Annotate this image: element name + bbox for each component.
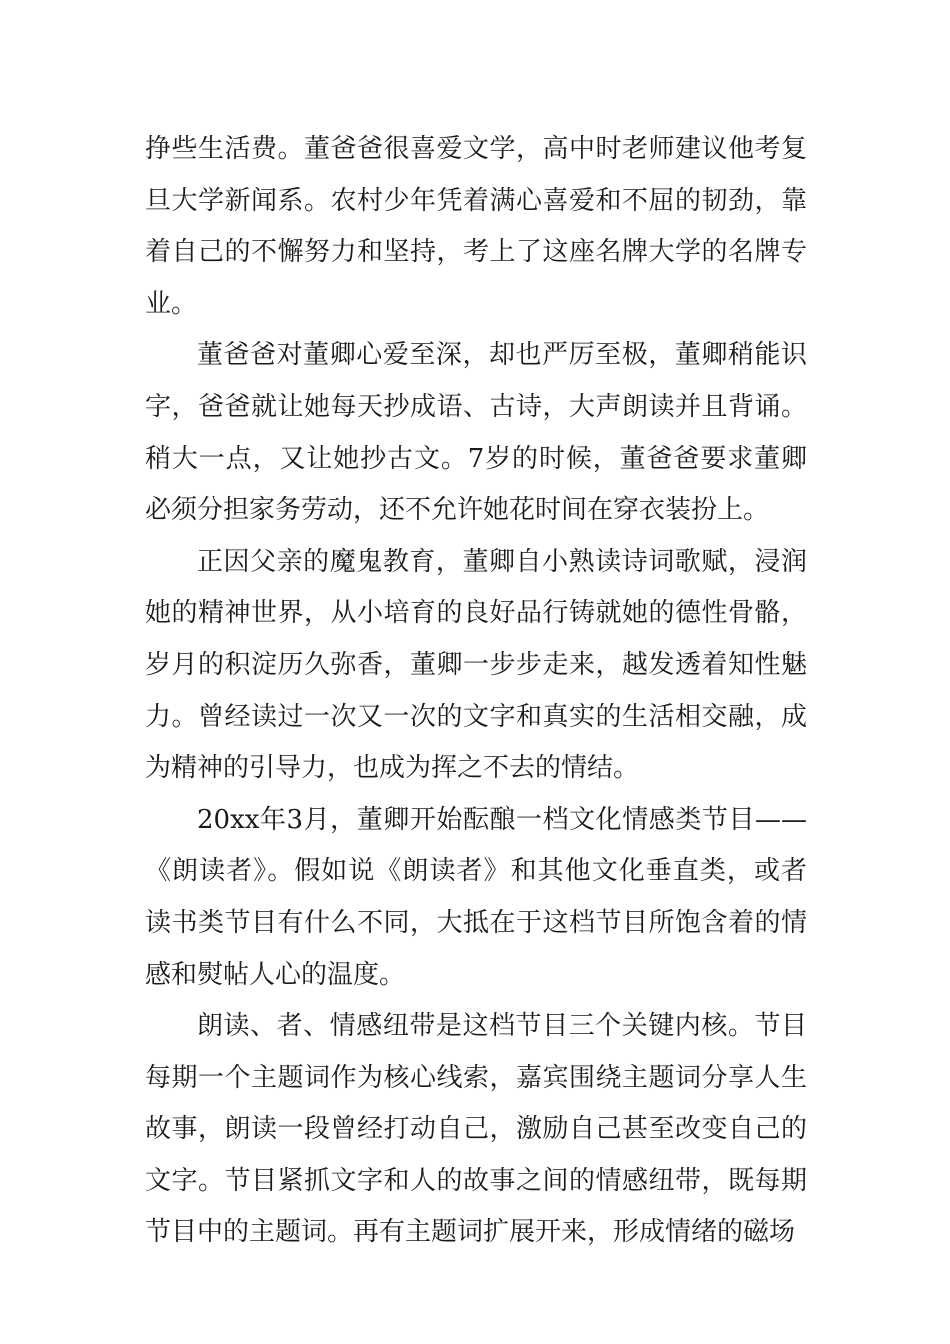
paragraph: 董爸爸对董卿心爱至深，却也严厉至极，董卿稍能识字，爸爸就让她每天抄成语、古诗，大声朗读并且背诵。稍大一点，又让她抄古文。7岁的时候，董爸爸要求董卿必须分担家务劳动，还不允许她花时间在穿衣装扮上。 xyxy=(145,340,807,526)
paragraph-continuation: 挣些生活费。董爸爸很喜爱文学，高中时老师建议他考复旦大学新闻系。农村少年凭着满心喜爱和不屈的韧劲，靠着自己的不懈努力和坚持，考上了这座名牌大学的名牌专业。 xyxy=(145,134,807,319)
paragraph: 20xx年3月，董卿开始酝酿一档文化情感类节目——《朗读者》。假如说《朗读者》和其他文化垂直类，或者读书类节目有什么不同，大抵在于这档节目所饱含着的情感和熨帖人心的温度。 xyxy=(145,804,807,990)
paragraph: 朗读、者、情感纽带是这档节目三个关键内核。节目每期一个主题词作为核心线索，嘉宾围绕主题词分享人生故事，朗读一段曾经打动自己，激励自己甚至改变自己的文字。节目紧抓文字和人的故事之间的情感纽带，既每期节目中的主题词。再有主题词扩展开来，形成情绪的磁场 xyxy=(145,1011,807,1248)
document-body xyxy=(145,124,807,1259)
paragraph: 正因父亲的魔鬼教育，董卿自小熟读诗词歌赋，浸润她的精神世界，从小培育的良好品行铸就她的德性骨骼，岁月的积淀历久弥香，董卿一步步走来，越发透着知性魅力。曾经读过一次又一次的文字和真实的生活相交融，成为精神的引导力，也成为挥之不去的情结。 xyxy=(145,546,807,784)
